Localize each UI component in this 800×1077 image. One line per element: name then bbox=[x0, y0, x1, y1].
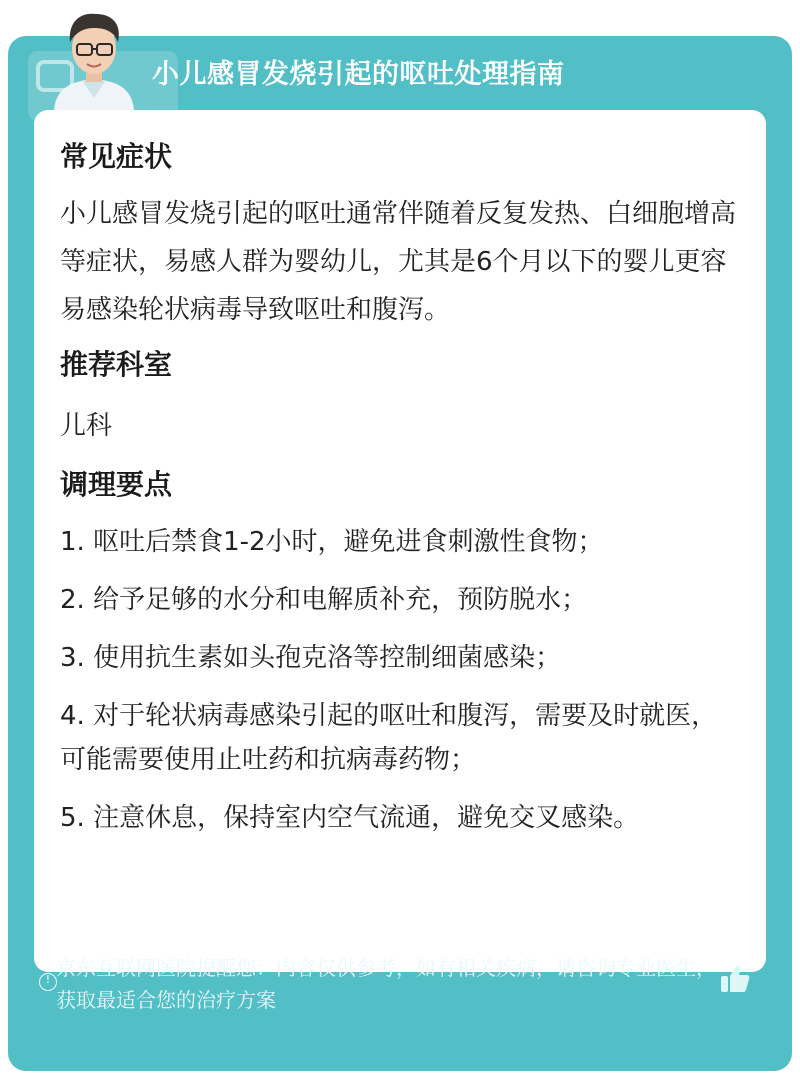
disclaimer-text: 京东互联网医院提醒您：内容仅供参考，如有相关疾病，请咨询专业医生，获取最适合您的治疗方案 bbox=[56, 956, 716, 1012]
content-card bbox=[34, 110, 766, 972]
department-text: 儿科 bbox=[60, 411, 113, 441]
list-item: 1. 呕吐后禁食1-2小时，避免进食刺激性食物； bbox=[60, 527, 604, 557]
page-title: 小儿感冒发烧引起的呕吐处理指南 bbox=[152, 59, 565, 90]
care-heading: 调理要点 bbox=[60, 468, 173, 501]
care-list bbox=[60, 520, 740, 840]
list-item: 3. 使用抗生素如头孢克洛等控制细菌感染； bbox=[60, 643, 562, 673]
thumbs-up-icon[interactable] bbox=[718, 962, 752, 996]
symptoms-text: 小儿感冒发烧引起的呕吐通常伴随着反复发热、白细胞增高等症状，易感人群为婴幼儿，尤其是6个月以下的婴儿更容易感染轮状病毒导致呕吐和腹泻。 bbox=[60, 199, 737, 325]
doctor-avatar-icon bbox=[48, 6, 140, 110]
department-heading: 推荐科室 bbox=[60, 348, 173, 381]
symptoms-heading: 常见症状 bbox=[60, 140, 173, 173]
list-item: 5. 注意休息，保持室内空气流通，避免交叉感染。 bbox=[60, 803, 640, 833]
list-item: 2. 给予足够的水分和电解质补充，预防脱水； bbox=[60, 585, 588, 615]
info-icon bbox=[39, 973, 57, 991]
list-item: 4. 对于轮状病毒感染引起的呕吐和腹泻，需要及时就医，可能需要使用止吐药和抗病毒药物； bbox=[60, 701, 718, 775]
